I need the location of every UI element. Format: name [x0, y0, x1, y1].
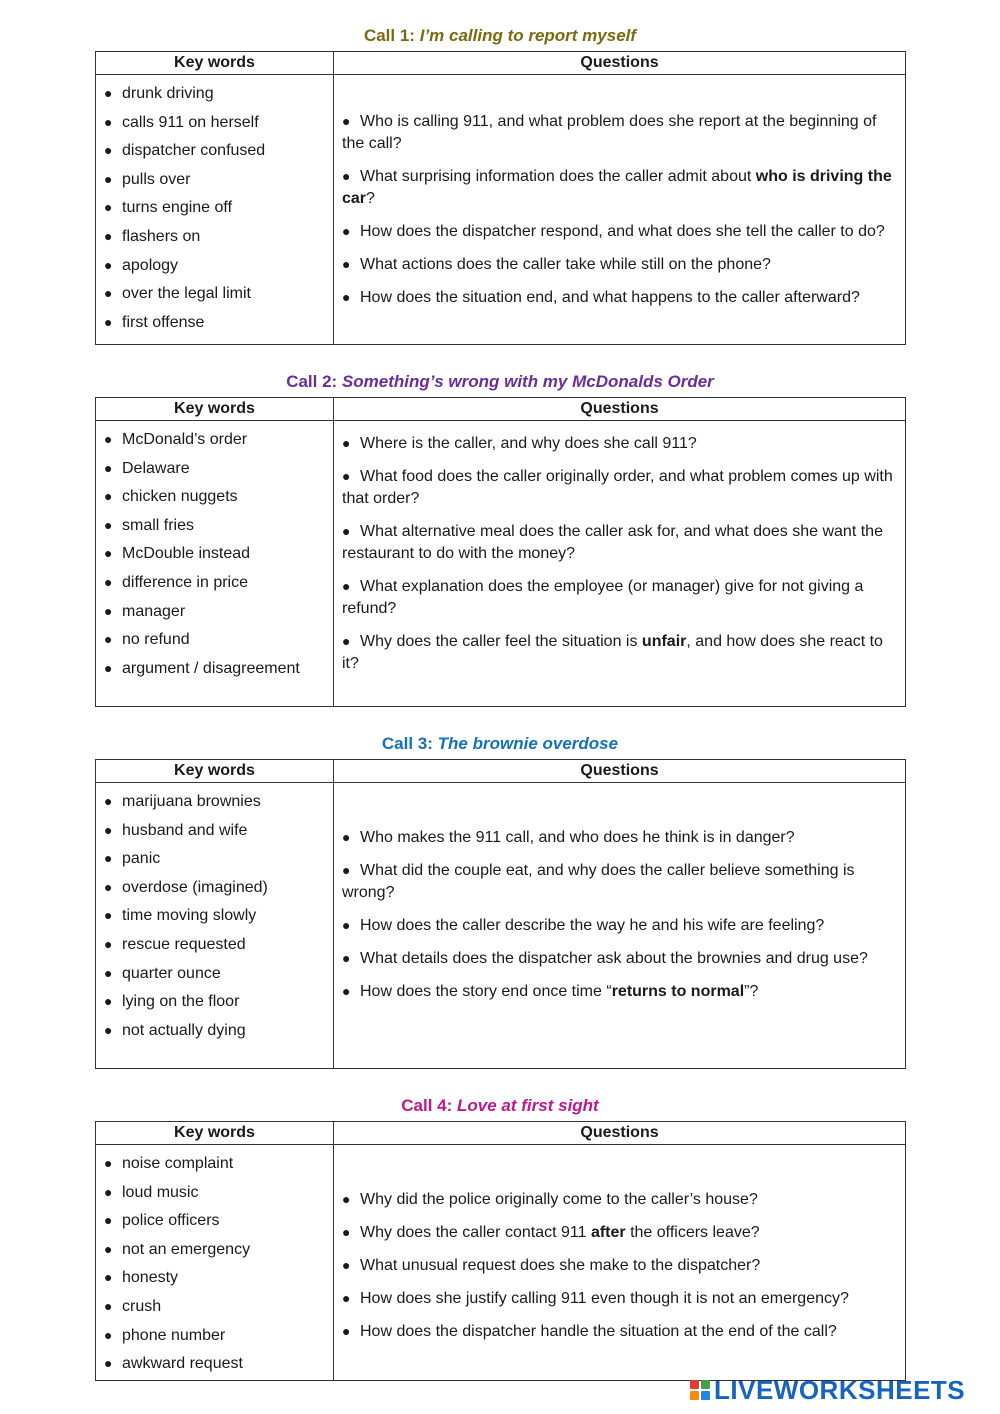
call-2-title [95, 371, 905, 393]
question-item: ● How does the story end once time “returns to normal”? [342, 983, 759, 1000]
call-1-title [95, 25, 905, 47]
keyword-item: ● apology [104, 256, 179, 274]
keyword-item: ● noise complaint [104, 1155, 234, 1172]
call-4-table [95, 1121, 906, 1381]
keyword-item: ● not actually dying [104, 1021, 246, 1039]
keyword-item: ● chicken nuggets [104, 488, 238, 506]
question-item: ● What unusual request does she make to the dispatcher? [342, 1257, 761, 1274]
keywords-header: Key words [96, 52, 334, 75]
keyword-item: ● quarter ounce [104, 964, 221, 982]
keyword-item: ● loud music [104, 1183, 199, 1201]
keyword-item: ● no refund [104, 631, 190, 649]
question-item: ● Why does the caller feel the situation is unfair, and how does she react to it? [342, 633, 883, 672]
liveworksheets-logo[interactable] [690, 1376, 965, 1404]
keywords-cell [96, 75, 334, 345]
questions-cell [334, 75, 906, 345]
call-3-label: Call 3: [381, 734, 433, 753]
call-1-section [95, 25, 905, 345]
keyword-item: ● Delaware [104, 459, 190, 477]
brand-text: LIVEWORKSHEETS [714, 1374, 966, 1405]
question-item: ● What alternative meal does the caller ask for, and what does she want the restaurant to do with the money? [342, 523, 883, 562]
call-2-section [95, 371, 905, 707]
question-item: ● What food does the caller originally order, and what problem comes up with that order? [342, 468, 893, 507]
logo-mark-icon [690, 1380, 710, 1400]
keywords-header: Key words [96, 398, 334, 421]
keyword-item: ● lying on the floor [104, 993, 240, 1011]
call-2-table [95, 397, 906, 707]
question-item: ● How does the dispatcher respond, and what does she tell the caller to do? [342, 223, 885, 240]
question-item: ● What did the couple eat, and why does the caller believe something is wrong? [342, 862, 855, 901]
keywords-cell [96, 783, 334, 1069]
keywords-list [96, 75, 333, 338]
questions-cell [334, 421, 906, 707]
keyword-item: ● manager [104, 602, 186, 620]
keyword-item: ● turns engine off [104, 199, 233, 217]
question-item: ● Who is calling 911, and what problem does she report at the beginning of the call? [342, 113, 877, 152]
call-4-label: Call 4: [401, 1096, 453, 1115]
question-item: ● How does the dispatcher handle the situation at the end of the call? [342, 1323, 837, 1340]
keyword-item: ● time moving slowly [104, 907, 257, 925]
call-2-label: Call 2: [286, 372, 338, 391]
question-item: ● What explanation does the employee (or manager) give for not giving a refund? [342, 578, 864, 617]
questions-header: Questions [334, 760, 906, 783]
questions-cell [334, 1145, 906, 1381]
keyword-item: ● police officers [104, 1212, 220, 1230]
call-2-subtitle: Something’s wrong with my McDonalds Order [341, 372, 714, 391]
call-3-table [95, 759, 906, 1069]
keywords-list [96, 783, 333, 1046]
question-item: ● Why does the caller contact 911 after the officers leave? [342, 1224, 760, 1241]
call-4-section [95, 1095, 905, 1381]
questions-header: Questions [334, 52, 906, 75]
question-item: ● Who makes the 911 call, and who does he think is in danger? [342, 829, 795, 846]
call-3-subtitle: The brownie overdose [437, 734, 619, 753]
keyword-item: ● marijuana brownies [104, 793, 261, 810]
question-item: ● How does the caller describe the way he and his wife are feeling? [342, 917, 825, 934]
keywords-list [96, 1145, 333, 1380]
questions-cell [334, 783, 906, 1069]
keyword-item: ● husband and wife [104, 821, 248, 839]
keywords-list [96, 421, 333, 684]
keyword-item: ● dispatcher confused [104, 142, 266, 160]
call-4-title [95, 1095, 905, 1117]
call-4-subtitle: Love at first sight [457, 1096, 599, 1115]
call-1-subtitle: I’m calling to report myself [419, 26, 637, 45]
keyword-item: ● small fries [104, 516, 195, 534]
keyword-item: ● first offense [104, 313, 205, 331]
keyword-item: ● argument / disagreement [104, 659, 300, 677]
questions-header: Questions [334, 1122, 906, 1145]
keyword-item: ● not an emergency [104, 1240, 251, 1258]
question-item: ● How does the situation end, and what happens to the caller afterward? [342, 289, 860, 306]
keyword-item: ● crush [104, 1297, 162, 1315]
keyword-item: ● awkward request [104, 1355, 243, 1373]
keyword-item: ● McDouble instead [104, 545, 251, 563]
keyword-item: ● flashers on [104, 227, 201, 245]
question-item: ● What surprising information does the caller admit about who is driving the car? [342, 168, 892, 207]
keywords-cell [96, 1145, 334, 1381]
keyword-item: ● difference in price [104, 573, 248, 591]
keyword-item: ● honesty [104, 1269, 179, 1287]
keyword-item: ● phone number [104, 1326, 226, 1344]
call-1-label: Call 1: [363, 26, 415, 45]
question-item: ● What details does the dispatcher ask about the brownies and drug use? [342, 950, 868, 967]
call-3-title [95, 733, 905, 755]
keyword-item: ● calls 911 on herself [104, 113, 259, 131]
question-item: ● Where is the caller, and why does she call 911? [342, 435, 697, 452]
keywords-header: Key words [96, 1122, 334, 1145]
question-item: ● What actions does the caller take while still on the phone? [342, 256, 771, 273]
keyword-item: ● overdose (imagined) [104, 878, 268, 896]
keywords-cell [96, 421, 334, 707]
keyword-item: ● rescue requested [104, 935, 246, 953]
keyword-item: ● panic [104, 850, 161, 868]
question-item: ● How does she justify calling 911 even though it is not an emergency? [342, 1290, 849, 1307]
question-item: ● Why did the police originally come to the caller’s house? [342, 1191, 758, 1208]
call-1-table [95, 51, 906, 345]
call-3-section [95, 733, 905, 1069]
questions-header: Questions [334, 398, 906, 421]
keyword-item: ● drunk driving [104, 85, 214, 102]
keyword-item: ● McDonald’s order [104, 431, 248, 448]
keyword-item: ● pulls over [104, 170, 191, 188]
keywords-header: Key words [96, 760, 334, 783]
keyword-item: ● over the legal limit [104, 285, 251, 303]
